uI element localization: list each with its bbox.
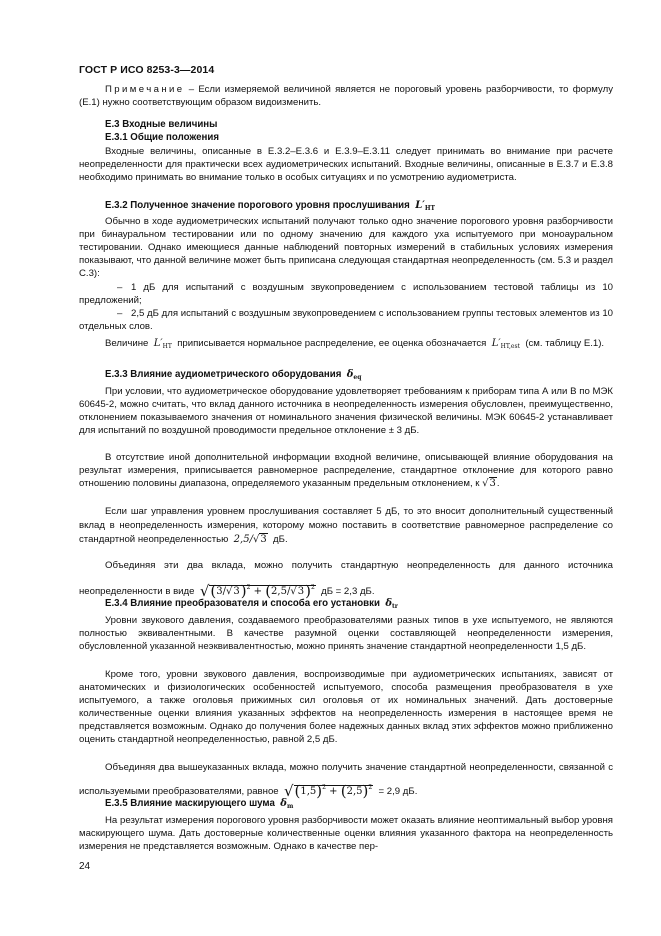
symbol-l-ht: [415, 200, 435, 211]
e34-p3-result: = 2,9 дБ.: [378, 786, 418, 797]
section-e33-title: [105, 369, 361, 381]
formula-combined-eq: [199, 582, 316, 600]
formula-transducer-paren-close-1: ): [316, 782, 323, 800]
section-e34-p1: Уровни звукового давления, создаваемого преобразователями разных типов в ухе испытуемого, не являются полностью эквивалентными. В качестве разумной оценки составляющей неопределенности измерения, обусловленной указанной неэквивалентностью, можно принять значение стандартной неопределенности 1,5 дБ.: [79, 615, 613, 653]
delta-eq-sub: eq: [353, 374, 362, 381]
section-e3-title: Е.3 Входные величины: [105, 119, 218, 130]
delta-tr-sub: tr: [391, 603, 398, 610]
delta-m-main: δ: [280, 798, 287, 809]
list-item-2: [79, 307, 613, 333]
e33-p2-text: В отсутствие иной дополнительной информации входной величине, описывающей влияние оборудования на результат измерения, приписывается равномерное распределение, стандартное отклонение для которого равно отношению половины диапазона, определяемого указанным предельным отклонением, к: [79, 452, 613, 490]
e33-p3-unit: дБ.: [273, 534, 288, 545]
note-paragraph: [79, 83, 613, 109]
document-header: ГОСТ Р ИСО 8253-3—2014: [79, 64, 215, 76]
section-e33-title-text: Е.3.3 Влияние аудиометрического оборудования: [105, 369, 342, 380]
formula-combined-paren-close-2: ): [305, 582, 311, 600]
section-e32-title-text: Е.3.2 Полученное значение порогового уровня прослушивания: [105, 200, 410, 211]
section-e31-title: Е.3.1 Общие положения: [105, 132, 219, 143]
formula-combined-root: √: [199, 582, 210, 600]
e33-p3-text: Если шаг управления уровнем прослушивания составляет 5 дБ, то это вносит дополнительный существенный вклад в неопределенность измерения, которому можно поставить в соответствие равномерное распределение со стандартной неопределенностью: [79, 506, 613, 545]
formula-combined-paren-close-1: ): [240, 582, 247, 600]
dash-1: –: [117, 282, 123, 293]
section-e34-p3: [79, 758, 613, 802]
e34-p3-text: Объединяя два вышеуказанных вклада, можно получить значение стандартной неопределенности, связанной с используемыми преобразователями, равное: [79, 762, 613, 797]
section-e33-p3: [79, 505, 613, 547]
sqrt-3-radicand: 3: [489, 478, 496, 490]
ft-sq1: 2: [322, 784, 326, 791]
p2-part-c: (см. таблицу Е.1).: [525, 338, 605, 349]
fc-25: 2,5: [271, 586, 287, 597]
inline-l-sub: HT: [162, 343, 172, 350]
page-number: 24: [79, 861, 91, 872]
symbol-l-ht-sub: HT: [424, 205, 435, 212]
delta-tr-main: δ: [385, 598, 392, 609]
symbol-delta-m: [280, 798, 293, 809]
ft-sq2: 2: [368, 784, 373, 791]
ft-15: 1,5: [300, 786, 317, 797]
fc-sq1: 2: [246, 584, 251, 591]
p2-part-b: приписывается нормальное распределение, ее оценка обозначается: [177, 338, 487, 349]
est-l-sub: HT,est: [500, 343, 520, 350]
delta-eq-main: δ: [346, 369, 354, 380]
formula-transducer-paren-open-2: (: [340, 782, 347, 800]
section-e35-title: [105, 798, 293, 810]
dash-2: –: [117, 308, 123, 319]
list-item-2-text: 2,5 дБ для испытаний с воздушным звукопроведением с использованием группы тестовых элементов из 10 отдельных слов.: [79, 308, 613, 333]
symbol-l-ht-inline: [154, 338, 172, 349]
section-e33-p4: [79, 555, 613, 603]
section-e31-text: Входные величины, описанные в Е.3.2–Е.3.6 и Е.3.9–Е.3.11 следует принимать во внимание при расчете неопределенности для практически всех аудиометрических испытаний. Входные величины, описанные в Е.3.7 и Е.3.8 необходимо принимать во внимание только в особых ситуациях и по усмотрению аудиометриста.: [79, 146, 613, 184]
formula-transducer-body: $(1,5)^2 + (2,5)^2$: [294, 782, 373, 800]
list-item-1-text: 1 дБ для испытаний с воздушным звукопроведением с использованием тестовой таблицы из 10 предложений;: [79, 282, 613, 307]
section-e34-p2: Кроме того, уровни звукового давления, воспроизводимые при аудиометрических испытаниях, зависят от анатомических и физиологических особенностей испытуемого, способа размещения преобразователя в ухе испытуемого, а также оголовья прижимных сил оголовья от их номинальных значений. Дать достоверные количественные оценки влияния указанных эффектов на неопределенность измерения в настоящее время не представляется возможным. Однако до получения более надежных данных вклад этих эффектов можно приближенно оценить стандартной неопределенностью, равной 2,5 дБ.: [79, 669, 613, 746]
section-e33-p2: В отсутствие иной дополнительной информации входной величине, описывающей влияние оборудования на результат измерения, приписывается равномерное распределение, стандартное отклонение для которого равно отношению половины диапазона, определяемого указанным предельным отклонением, к √3.: [79, 452, 613, 490]
f1-rad: 3: [260, 534, 267, 545]
fc-3: 3: [216, 586, 223, 597]
formula-combined-paren-open-1: (: [210, 582, 217, 600]
section-e33-p1: При условии, что аудиометрическое оборудование удовлетворяет требованиям к приборам типа А или В по МЭК 60645-2, можно считать, что вклад данного источника в неопределенность измерения обусловлен, преимущественно, отклонением показываемого значения от номинального значения физической величины. МЭК 60645-2 устанавливает для испытаний по воздушной проводимости предельное отклонение ± 3 дБ.: [79, 386, 613, 437]
formula-combined-paren-open-2: (: [265, 582, 272, 600]
fc-rad2: 3: [297, 586, 305, 597]
symbol-l-ht-main: L′: [415, 200, 425, 211]
note-text: – Если измеряемой величиной является не пороговый уровень разборчивости, то формулу (Е.1) нужно соответствующим образом видоизменить.: [79, 84, 613, 109]
section-e32-title: [105, 200, 435, 212]
section-e34-title-text: Е.3.4 Влияние преобразователя и способа его установки: [105, 598, 380, 609]
est-l-main: L′: [491, 338, 501, 349]
sqrt-3: √3: [482, 478, 496, 490]
f1-num: 2,5: [233, 534, 250, 545]
fc-sq2: 2: [310, 584, 315, 591]
formula-transducer-paren-close-2: ): [362, 782, 369, 800]
section-e32-p2: [79, 336, 613, 355]
ft-25: 2,5: [346, 786, 363, 797]
e33-p4-text: Объединяя эти два вклада, можно получить стандартную неопределенность для данного источника неопределенности в виде: [79, 560, 613, 597]
symbol-delta-tr: [385, 598, 398, 609]
formula-combined-body: $(3/√3)^2 + (2,5/√3)^2$: [210, 582, 315, 600]
symbol-l-est: [492, 338, 520, 349]
e33-p4-result: дБ = 2,3 дБ.: [321, 586, 375, 597]
p2-part-a: Величине: [105, 338, 149, 349]
section-e34-title: [105, 598, 398, 610]
formula-2-5-over-sqrt3: 2,5/√3: [233, 534, 267, 545]
formula-transducer-root: √: [283, 782, 294, 800]
note-label: Примечание: [105, 84, 185, 95]
section-e35-title-text: Е.3.5 Влияние маскирующего шума: [105, 798, 275, 809]
symbol-delta-eq: [347, 369, 362, 380]
section-e32-p1: Обычно в ходе аудиометрических испытаний получают только одно значение порогового уровня разборчивости при бинауральном тестировании или по одному значению для каждого уха испытуемого при моноауральном тестировании. Однако имеющиеся данные наблюдений повторных измерений в стабильных условиях измерения показывают, что данной величине может быть приписана следующая стандартная неопределенность (см. 5.3 и раздел С.3):: [79, 216, 613, 280]
formula-transducer-paren-open-1: (: [294, 782, 301, 800]
formula-transducer: [283, 782, 373, 800]
inline-l-main: L′: [153, 338, 163, 349]
delta-m-sub: m: [286, 803, 294, 810]
list-item-1: [79, 281, 613, 307]
fc-rad1: 3: [233, 586, 240, 597]
section-e35-p1: На результат измерения порогового уровня разборчивости может оказать влияние неоптимальный выбор уровня маскирующего шума. Дать достоверные количественные оценки влияния указанного фактора на неопределенность измерения не представляется возможным. Однако в качестве пер-: [79, 815, 613, 853]
